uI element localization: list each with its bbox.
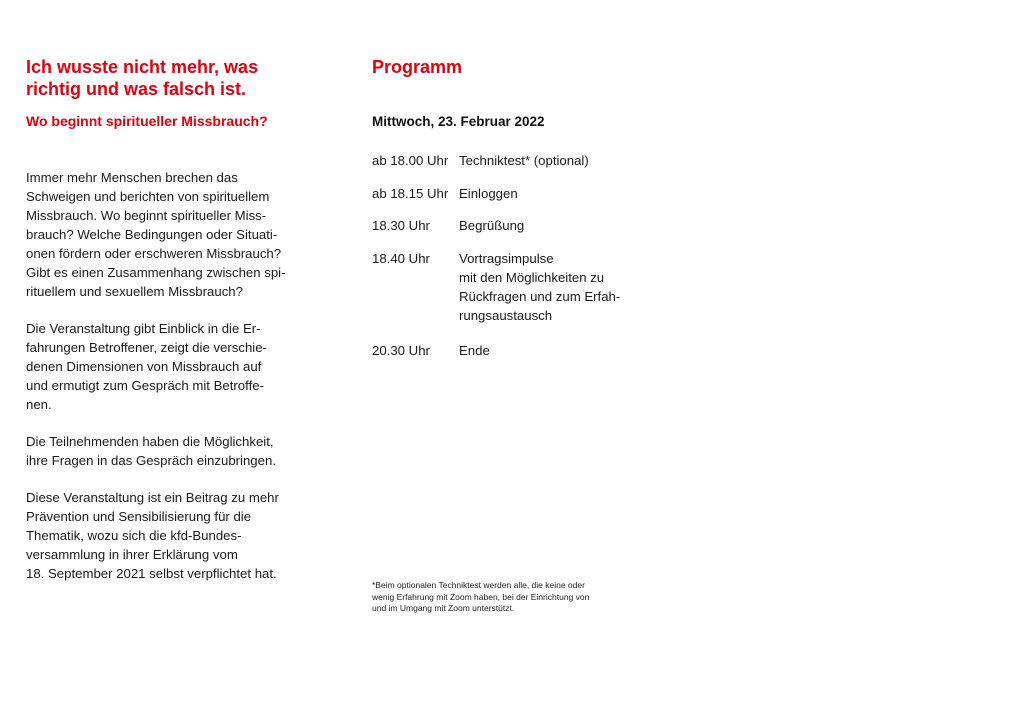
program-date: Mittwoch, 23. Februar 2022 [372, 114, 545, 129]
page-heading: Ich wusste nicht mehr, was richtig und was falsch ist. [26, 57, 259, 99]
section-subheading: Wo beginnt spiritueller Missbrauch? [26, 113, 268, 129]
program-time: ab 18.15 Uhr [372, 186, 449, 201]
program-event: Begrüßung [459, 218, 525, 233]
program-time: ab 18.00 Uhr [372, 153, 449, 168]
intro-text [26, 168, 316, 601]
program-item [372, 341, 659, 360]
program-item [372, 151, 659, 170]
program-item [372, 184, 659, 203]
program-time: 18.30 Uhr [372, 218, 430, 233]
program-time: 20.30 Uhr [372, 343, 430, 358]
program-event: Einloggen [459, 186, 518, 201]
footnote: *Beim optionalen Techniktest werden alle, die keine oder wenig Erfahrung mit Zoom haben, bei der Einrichtung von und im Umgang mit Zoom unterstützt. [372, 580, 590, 613]
program-item [372, 249, 659, 325]
program-item [372, 216, 659, 235]
paragraph-2: Die Veranstaltung gibt Einblick in die Er- fahrungen Betroffener, zeigt die verschie- denen Dimensionen von Missbrauch auf und ermutigt zum Gespräch mit Betroffe- nen. [26, 321, 267, 412]
program-event: Techniktest* (optional) [459, 153, 589, 168]
program-time: 18.40 Uhr [372, 251, 430, 266]
program-event: Vortragsimpulse mit den Möglichkeiten zu Rückfragen und zum Erfah- rungsaustausch [459, 251, 621, 323]
program-event: Ende [459, 343, 490, 358]
paragraph-4: Diese Veranstaltung ist ein Beitrag zu mehr Prävention und Sensibilisierung für die Thematik, wozu sich die kfd-Bundes- versammlung in ihrer Erklärung vom 18. September 2021 selbst verpflichtet hat. [26, 490, 279, 581]
paragraph-1: Immer mehr Menschen brechen das Schweigen und berichten von spirituellem Missbrauch. Wo beginnt spiritueller Miss- brauch? Welche Bedingungen oder Situati- onen fördern oder erschweren Missbrauch? Gibt es einen Zusammenhang zwischen spi- rituellem und sexuellem Missbrauch? [26, 170, 286, 299]
program-title: Programm [372, 57, 463, 77]
paragraph-3: Die Teilnehmenden haben die Möglichkeit, ihre Fragen in das Gespräch einzubringen. [26, 434, 276, 468]
